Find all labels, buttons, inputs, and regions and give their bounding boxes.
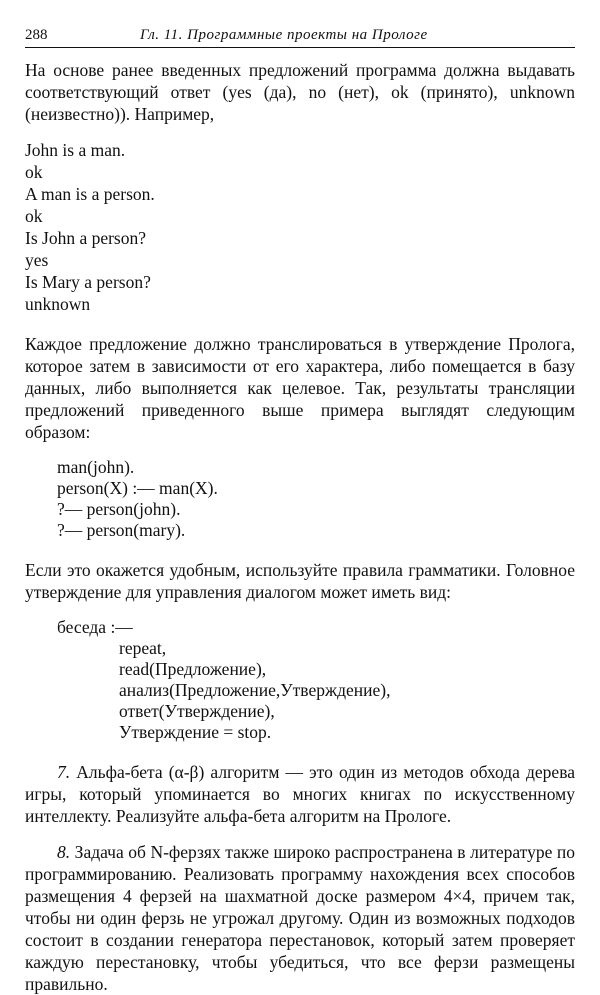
dialog-line: unknown [25,294,91,314]
page-header [25,27,575,48]
paragraph-grammar: Если это окажется удобным, используйте правила грамматики. Головное утверждение для управления диалогом может иметь вид: [25,560,575,602]
translation-code [25,457,575,541]
code-line: ответ(Утверждение), [119,701,275,721]
page-number: 288 [25,27,48,43]
dialog-line: John is a man. [25,140,126,160]
exercise-7-number: 7. [57,762,71,782]
paragraph-translation: Каждое предложение должно транслироваться в утверждение Пролога, которое затем в зависимости от его характера, либо помещается в базу данных, либо выполняется как целевое. Так, результаты трансляции предложений приведенного выше примера выглядят следующим образом: [25,334,575,442]
dialog-line: A man is a person. [25,184,155,204]
dialog-line: Is Mary a person? [25,272,151,292]
dialog-line: ok [25,162,43,182]
code-line-head: беседа :— [57,617,133,637]
dialog-line: Is John a person? [25,228,147,248]
dialog-line: yes [25,250,49,270]
code-line: man(john). [57,457,135,477]
exercise-8 [25,841,575,995]
running-head: Гл. 11. Программные проекты на Прологе [140,27,428,43]
exercise-7 [25,761,575,827]
dialog-code [25,617,575,743]
code-line: read(Предложение), [119,659,267,679]
dialog-line: ok [25,206,43,226]
code-line: person(X) :— man(X). [57,478,218,498]
page-body [25,59,575,995]
code-line: repeat, [119,638,167,658]
code-line: ?— person(mary). [57,520,186,540]
code-line: ?— person(john). [57,499,181,519]
example-dialog [25,139,575,315]
exercise-8-text: Задача об N-ферзях также широко распространена в литературе по программированию. Реализовать программу нахождения всех способов размещения 4 ферзей на шахматной доске размером 4×4, причем так, чтобы ни один ферзь не угрожал другому. Один из возможных подходов состоит в создании генератора перестановок, который затем проверяет каждую перестановку, чтобы убедиться, что все ферзи размещены правильно. [25,842,576,994]
code-line: анализ(Предложение,Утверждение), [119,680,391,700]
paragraph-intro: На основе ранее введенных предложений программа должна выдавать соответствующий ответ (yes (да), no (нет), ok (принято), unknown (неизвестно)). Например, [25,60,575,124]
exercise-7-text: Альфа-бета (α-β) алгоритм — это один из методов обхода дерева игры, который упоминается во многих книгах по искусственному интеллекту. Реализуйте альфа-бета алгоритм на Прологе. [25,762,575,826]
code-line: Утверждение = stop. [119,722,272,742]
exercise-8-number: 8. [57,842,71,862]
